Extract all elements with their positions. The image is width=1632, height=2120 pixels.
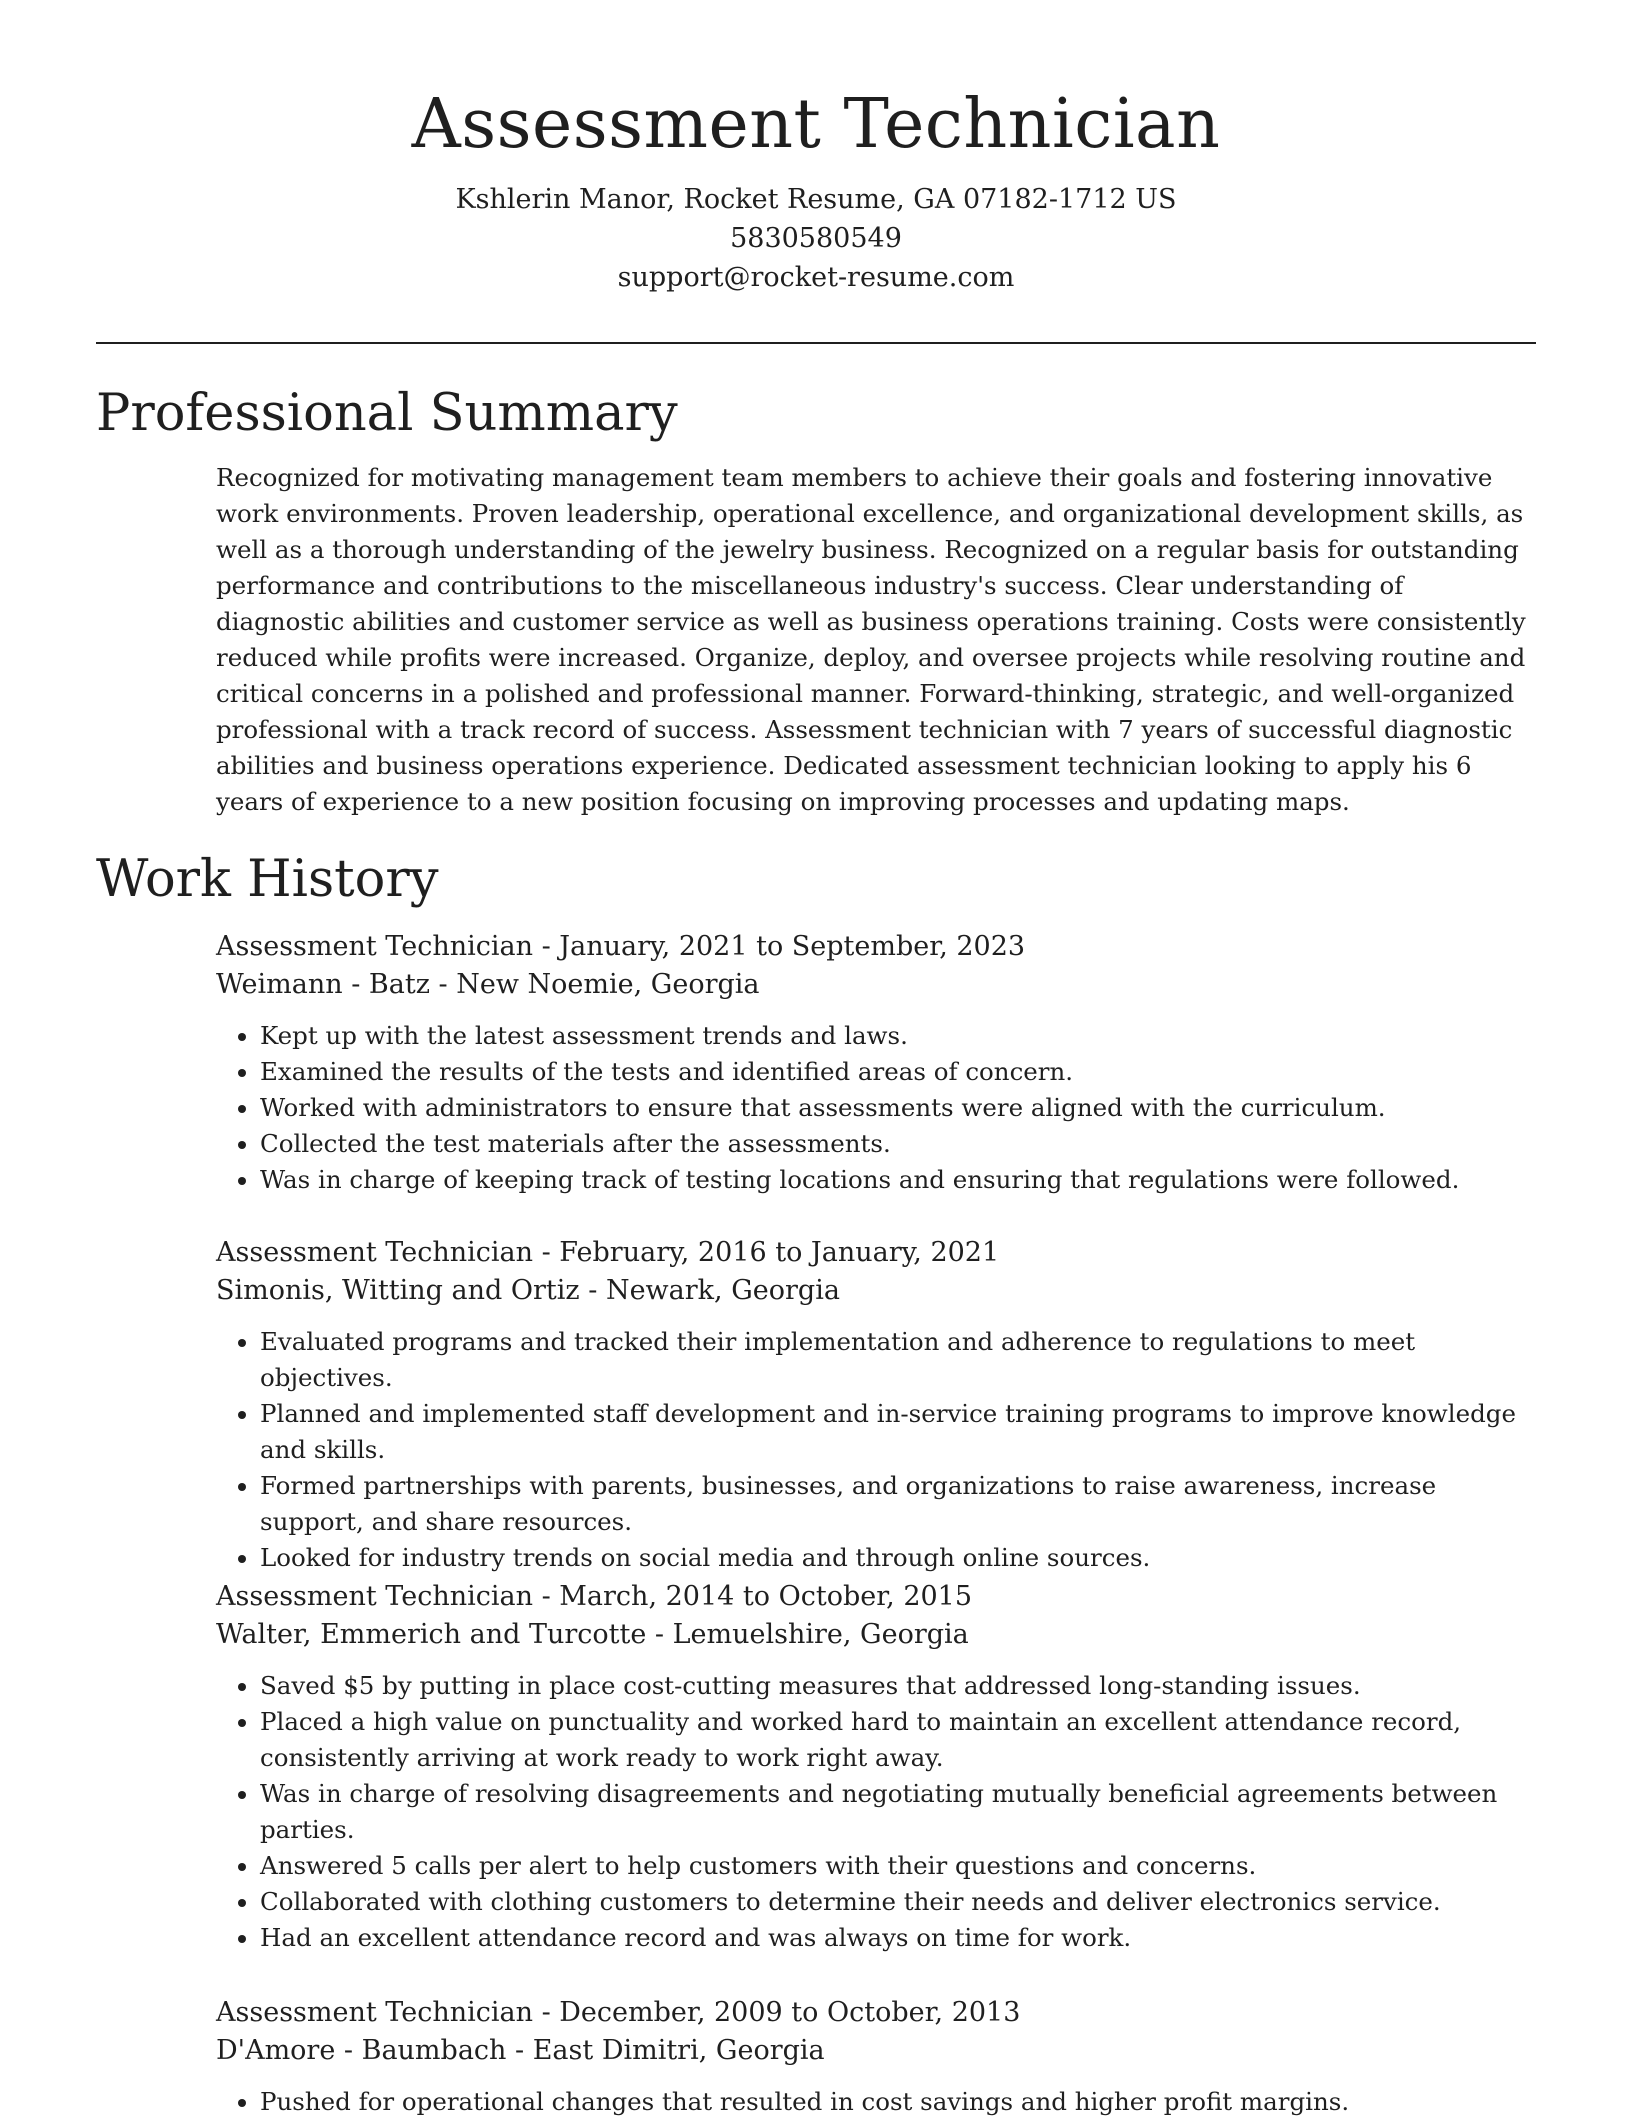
resume-header	[96, 80, 1536, 297]
job-role: Assessment Technician	[216, 1237, 533, 1268]
job-company: Simonis, Witting and Ortiz	[216, 1275, 580, 1306]
job-bullet: • Examined the results of the tests and identified areas of concern.	[260, 1054, 1536, 1090]
job-bullet: • Placed a high value on punctuality and worked hard to maintain an excellent attendance record, consistently arriving at work ready to work right away.	[260, 1704, 1536, 1776]
header-divider	[96, 342, 1536, 344]
job-bullet: • Saved $5 by putting in place cost-cutting measures that addressed long-standing issues.	[260, 1668, 1536, 1704]
job-company-line	[216, 966, 1536, 1004]
job-dates: January, 2021 to September, 2023	[559, 931, 1026, 962]
job-bullets	[216, 1324, 1536, 1576]
job-title-line	[216, 1994, 1536, 2032]
job-bullet: • Collected the test materials after the assessments.	[260, 1126, 1536, 1162]
job-location: New Noemie, Georgia	[456, 969, 760, 1000]
contact-address: Kshlerin Manor, Rocket Resume, GA 07182-1712 US	[455, 184, 1177, 215]
job-company: Weimann - Batz	[216, 969, 430, 1000]
contact-email: support@rocket-resume.com	[617, 262, 1015, 293]
job-entry	[216, 1578, 1536, 1956]
job-company-line	[216, 1616, 1536, 1654]
separator: -	[532, 1581, 560, 1612]
job-bullet: • Collaborated with clothing customers to determine their needs and deliver electronics service.	[260, 1884, 1536, 1920]
job-dates: February, 2016 to January, 2021	[559, 1237, 1000, 1268]
job-bullet: • Had an excellent attendance record and was always on time for work.	[260, 1920, 1536, 1956]
separator: -	[532, 1997, 560, 2028]
job-dates: March, 2014 to October, 2015	[559, 1581, 973, 1612]
job-dates: December, 2009 to October, 2013	[559, 1997, 1021, 2028]
work-history-heading: Work History	[96, 850, 439, 909]
separator: -	[646, 1619, 673, 1650]
job-title-line	[216, 1578, 1536, 1616]
job-entry	[216, 928, 1536, 1198]
job-bullet: • Answered 5 calls per alert to help customers with their questions and concerns.	[260, 1848, 1536, 1884]
job-bullet: • Evaluated programs and tracked their implementation and adherence to regulations to meet objectives.	[260, 1324, 1536, 1396]
separator: -	[506, 2035, 533, 2066]
job-company: Walter, Emmerich and Turcotte	[216, 1619, 647, 1650]
job-bullet: • Looked for industry trends on social media and through online sources.	[260, 1540, 1536, 1576]
separator: -	[532, 931, 560, 962]
job-role: Assessment Technician	[216, 1581, 533, 1612]
job-title-line	[216, 1234, 1536, 1272]
contact-phone: 5830580549	[730, 223, 902, 254]
job-bullets	[216, 1668, 1536, 1956]
job-bullets	[216, 2084, 1536, 2120]
job-bullet: • Was in charge of resolving disagreements and negotiating mutually beneficial agreements between parties.	[260, 1776, 1536, 1848]
job-bullet: • Worked with administrators to ensure that assessments were aligned with the curriculum.	[260, 1090, 1536, 1126]
summary-heading: Professional Summary	[96, 384, 678, 443]
separator: -	[532, 1237, 560, 1268]
job-role: Assessment Technician	[216, 1997, 533, 2028]
job-title-line	[216, 928, 1536, 966]
job-location: East Dimitri, Georgia	[532, 2035, 825, 2066]
resume-name: Assessment Technician	[411, 85, 1221, 164]
job-location: Newark, Georgia	[605, 1275, 840, 1306]
job-company: D'Amore - Baumbach	[216, 2035, 507, 2066]
separator: -	[579, 1275, 606, 1306]
job-bullet: • Was in charge of keeping track of testing locations and ensuring that regulations were followed.	[260, 1162, 1536, 1198]
job-company-line	[216, 1272, 1536, 1310]
job-bullet: • Planned and implemented staff development and in-service training programs to improve knowledge and skills.	[260, 1396, 1536, 1468]
job-bullet: • Formed partnerships with parents, businesses, and organizations to raise awareness, increase support, and share resources.	[260, 1468, 1536, 1540]
summary-text: Recognized for motivating management team members to achieve their goals and fostering innovative work environments. Proven leadership, operational excellence, and organizational development skills, as well as a thorough understanding of the jewelry business. Recognized on a regular basis for outstanding performance and contributions to the miscellaneous industry's success. Clear understanding of diagnostic abilities and customer service as well as business operations training. Costs were consistently reduced while profits were increased. Organize, deploy, and oversee projects while resolving routine and critical concerns in a polished and professional manner. Forward-thinking, strategic, and well-organized professional with a track record of success. Assessment technician with 7 years of successful diagnostic abilities and business operations experience. Dedicated assessment technician looking to apply his 6 years of experience to a new position focusing on improving processes and updating maps.	[216, 463, 1526, 816]
job-bullet: • Pushed for operational changes that resulted in cost savings and higher profit margins.	[260, 2084, 1536, 2120]
job-entry	[216, 1994, 1536, 2120]
job-bullets	[216, 1018, 1536, 1198]
separator: -	[429, 969, 457, 1000]
job-company-line	[216, 2032, 1536, 2070]
job-location: Lemuelshire, Georgia	[672, 1619, 969, 1650]
job-entry	[216, 1234, 1536, 1576]
job-bullet: • Kept up with the latest assessment trends and laws.	[260, 1018, 1536, 1054]
job-role: Assessment Technician	[216, 931, 533, 962]
